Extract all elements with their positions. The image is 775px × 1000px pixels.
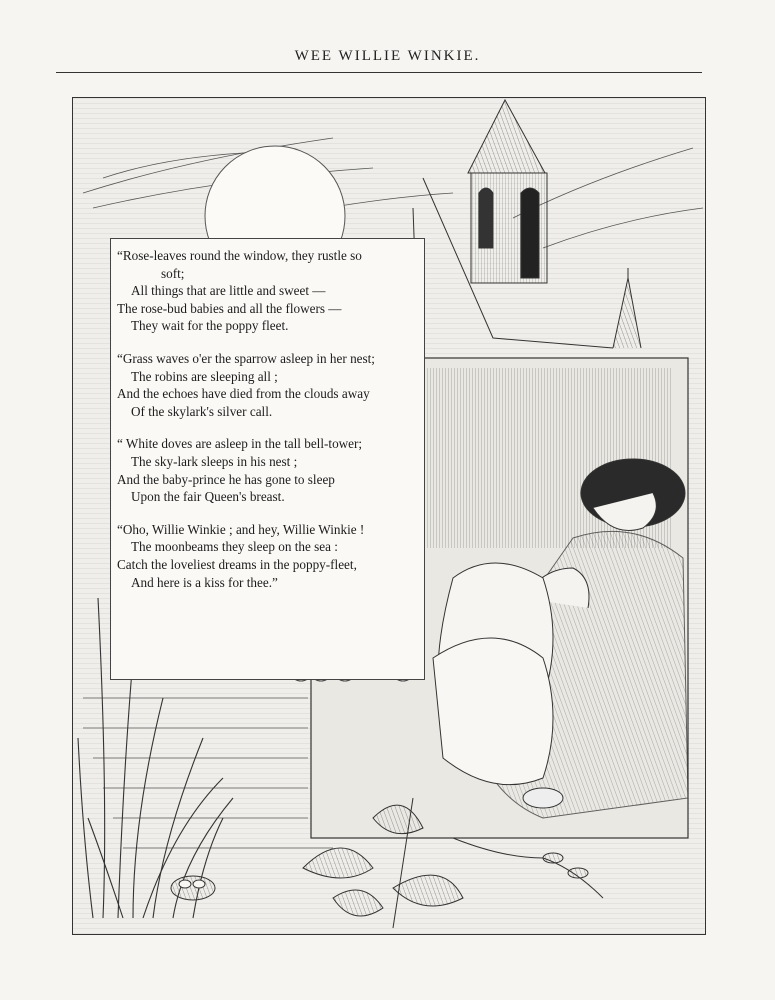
poem-line: soft; (161, 265, 185, 281)
poem-line: The rose-bud babies and all the flowers — (117, 300, 342, 316)
poem-line: And the baby-prince he has gone to sleep (117, 471, 335, 487)
poem-text-box (110, 238, 425, 680)
poem-line: The robins are sleeping all ; (131, 368, 278, 384)
poem-line: Of the skylark's silver call. (131, 403, 273, 419)
poem-line: Catch the loveliest dreams in the poppy-fleet, (117, 556, 357, 572)
poem-line: “Grass waves o'er the sparrow asleep in her nest; (117, 350, 375, 366)
stanza-4 (117, 521, 414, 591)
poem-line: The sky-lark sleeps in his nest ; (131, 453, 298, 469)
stanza-2 (117, 350, 414, 420)
poem-line: “Rose-leaves round the window, they rustle so (117, 248, 362, 263)
birds-nest (171, 876, 215, 900)
poem-line: They wait for the poppy fleet. (131, 318, 289, 334)
poem-line: “Oho, Willie Winkie ; and hey, Willie Winkie ! (117, 521, 365, 537)
poem-line: All things that are little and sweet — (131, 283, 326, 299)
stanza-1 (117, 247, 414, 335)
poem-line: The moonbeams they sleep on the sea : (131, 539, 338, 555)
poem-line: Upon the fair Queen's breast. (131, 489, 285, 505)
header-rule (56, 72, 702, 73)
poem-line: And the echoes have died from the clouds away (117, 386, 370, 402)
poem-line: And here is a kiss for thee.” (131, 574, 278, 590)
running-head: WEE WILLIE WINKIE. (294, 48, 481, 64)
poem-line: “ White doves are asleep in the tall bell-tower; (117, 436, 363, 452)
stanza-3 (117, 435, 414, 505)
